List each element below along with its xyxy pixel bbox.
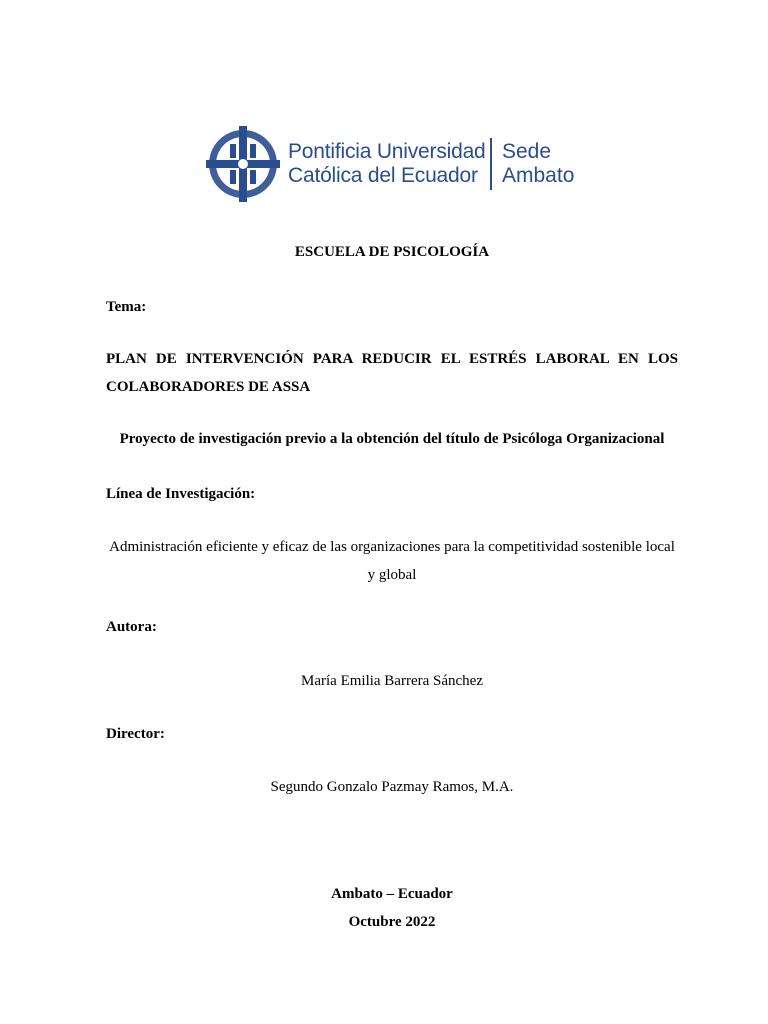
university-name-line1: Pontificia Universidad (288, 140, 486, 163)
thesis-title (106, 345, 678, 401)
thesis-title-line1: PLAN DE INTERVENCIÓN PARA REDUCIR EL ESTRÉS LABORAL EN LOS (106, 351, 678, 367)
date: Octubre 2022 (348, 914, 436, 930)
research-line-text-line2: y global (367, 567, 417, 583)
project-statement: Proyecto de investigación previo a la obtención del título de Psicóloga Organizacional (119, 431, 665, 447)
university-name-line2: Católica del Ecuador (288, 164, 478, 187)
topic-label: Tema: (106, 299, 147, 315)
logo-divider (490, 138, 492, 190)
campus-name (502, 140, 574, 188)
research-line-label: Línea de Investigación: (106, 486, 256, 502)
university-name (288, 140, 488, 188)
research-line-text-line1: Administración eficiente y eficaz de las organizaciones para la competitividad sostenible local (109, 539, 675, 555)
director-label: Director: (106, 726, 165, 742)
campus-name-line2: Ambato (502, 164, 575, 187)
research-line-text (106, 533, 678, 589)
university-cross-emblem-icon (206, 124, 280, 204)
director-name: Segundo Gonzalo Pazmay Ramos, M.A. (270, 779, 514, 795)
university-logo (206, 124, 586, 204)
author-name: María Emilia Barrera Sánchez (301, 673, 483, 689)
author-label: Autora: (106, 619, 157, 635)
campus-name-line1: Sede (502, 140, 552, 163)
school-heading: ESCUELA DE PSICOLOGÍA (294, 244, 490, 260)
place: Ambato – Ecuador (331, 886, 453, 902)
thesis-title-line2: COLABORADORES DE ASSA (106, 379, 311, 395)
